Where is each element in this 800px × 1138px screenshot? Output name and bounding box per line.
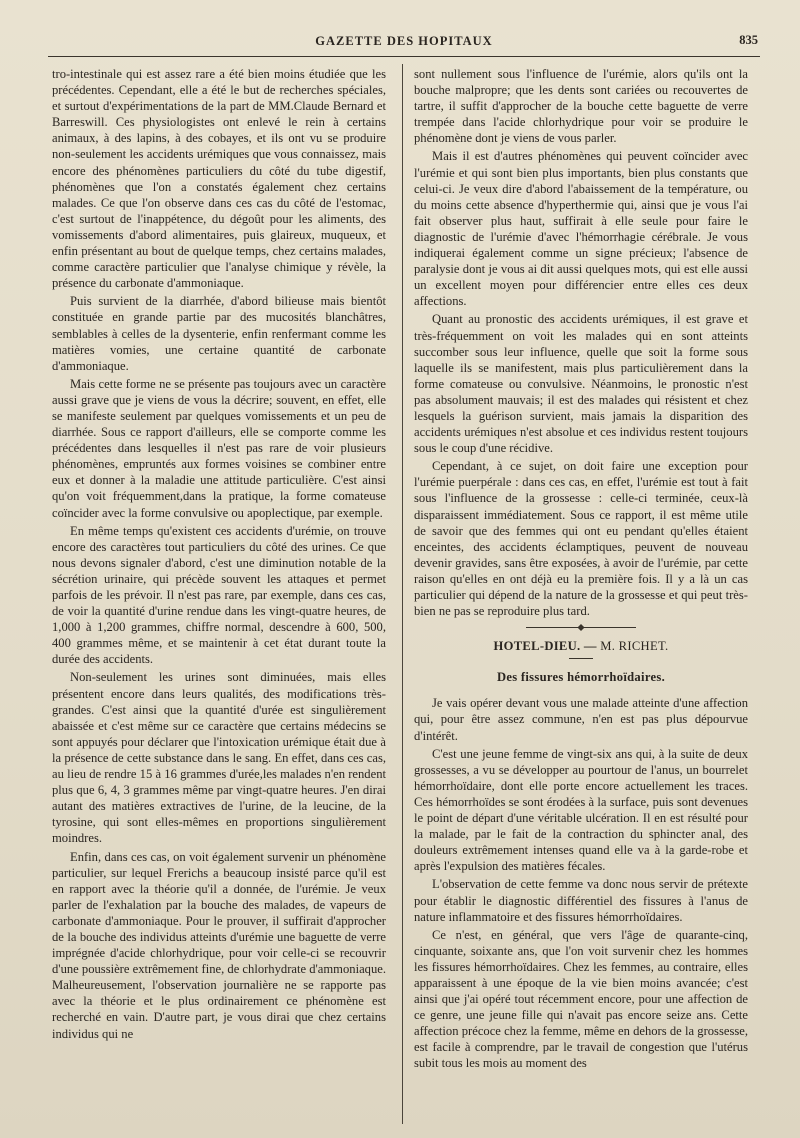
paragraph: sont nullement sous l'influence de l'urémie, alors qu'ils ont la bouche malpropre; que les dents sont cariées ou recouvertes de tartre, il suffit d'approcher de la bouche cette baguette de verre trempée dans l'acide chlorhydrique pour voir se produire le phénomène dont je viens de vous parler.	[414, 67, 748, 146]
paragraph: Puis survient de la diarrhée, d'abord bilieuse mais bientôt constituée en grande partie par des mucosités blanchâtres, semblables à celles de la dysenterie, enfin renfermant comme les matières vomies, une certaine quantité de carbonate d'ammoniaque.	[52, 294, 386, 373]
paragraph: Quant au pronostic des accidents urémiques, il est grave et très-fréquemment on voit les malades qui en sont atteints succomber sous leur influence, quelle que soit la forme sous laquelle ils se manifestent, mais plus particulièrement dans la forme comateuse ou convulsive. Néanmoins, le pronostic n'est pas absolument mauvais; il est des malades qui résistent et chez lesquels la guérison survient, mais jamais la disparition des accidents urémiques n'est absolue et ces individus restent toujours sous le coup d'une récidive.	[414, 312, 748, 456]
paragraph: L'observation de cette femme va donc nous servir de prétexte pour établir le diagnostic différentiel des fissures à l'anus de nature inflammatoire et des fissures hémorrhoïdaires.	[414, 877, 748, 924]
column-divider	[402, 64, 403, 1124]
paragraph: Cependant, à ce sujet, on doit faire une exception pour l'urémie puerpérale : dans ces cas, en effet, l'urémie est tout à fait sous l'influence de la grossesse : celle-ci terminée, ceux-là disparaissent immédiatement. Sous ce rapport, il est même utile de savoir que des femmes qui ont eu pendant qu'elles étaient enceintes, des accidents éclamptiques, peuvent de nouveau devenir gravides, sans être exposées, à avoir de l'urémie, par cette raison qu'elles en ont déjà eu la première fois. Il y a là un cas particulier qui dépend de la nature de la grossesse et qui peut très-bien ne pas se reproduire plus tard.	[414, 459, 748, 619]
running-title: GAZETTE DES HOPITAUX	[315, 34, 493, 48]
section-heading	[414, 638, 748, 654]
article-title: Des fissures hémorrhoïdaires.	[496, 670, 666, 685]
section-heading-hospital: HOTEL-DIEU. —	[493, 639, 597, 654]
paragraph: tro-intestinale qui est assez rare a été bien moins étudiée que les précédentes. Cependant, elle a été le but de recherches spéciales, et surtout d'expérimentations de la part de MM.Claude Bernard et Barreswill. Ces physiologistes ont enlevé le rein à certains animaux, à des lapins, à des cobayes, et ils ont vu se produire non-seulement les accidents urémiques que vous connaissez, mais encore des phénomènes particuliers du côté du tube digestif, phénomènes que l'on a constatés également chez certains malades. Ce que l'on observe dans ces cas du côté de l'estomac, c'est surtout de l'inappétence, du dégoût pour les aliments, des vomissements d'abord alimentaires, puis glaireux, muqueux, et enfin présentant au bout de quelque temps, chez certains malades, comme caractère particulier que l'analyse chimique y révèle, la présence du carbonate d'ammoniaque.	[52, 67, 386, 291]
right-column	[414, 66, 748, 1074]
section-separator	[526, 627, 636, 628]
page-header	[48, 30, 760, 57]
paragraph: Mais cette forme ne se présente pas toujours avec un caractère aussi grave que je viens de vous la décrire; souvent, en effet, elle se manifeste seulement par quelques vomissements et un peu de diarrhée. Sous ce rapport d'ailleurs, elle se comporte comme les précédentes dans lesquelles il n'est pas rare de voir plusieurs phénomènes, empruntés aux formes voisines se combiner entre eux et donner à la maladie une attitude particulière. C'est ainsi qu'on voit fréquemment,dans la pratique, la forme comateuse coïncider avec la forme convulsive ou apoplectique, par exemple.	[52, 376, 386, 520]
left-column	[52, 66, 386, 1044]
page-number: 835	[739, 33, 758, 47]
paragraph: Je vais opérer devant vous une malade atteinte d'une affection qui, pour être assez commune, n'en est pas plus dépourvue d'intérêt.	[414, 696, 748, 743]
paragraph: Non-seulement les urines sont diminuées, mais elles présentent encore dans leurs qualités, des modifications très-grandes. C'est ainsi que la quantité d'urée est singulièrement abaissée et c'est même sur ce caractère que certains médecins se sont appuyés pour déclarer que l'intoxication urémique était due à la présence de cette substance dans le sang. En effet, dans ces cas, au lieu de rendre 15 à 16 grammes d'urée,les malades n'en rendent plus que 6, 4, 3 grammes même par vingt-quatre heures. J'en dirai autant des matières extractives de l'urine, de la leucine, de la tyrosine, qui sont elles-mêmes en proportions singulièrement moindres.	[52, 670, 386, 846]
paragraph: C'est une jeune femme de vingt-six ans qui, à la suite de deux grossesses, a vu se développer au pourtour de l'anus, un bourrelet hémorrhoïdaire, dont elle porte encore actuellement les traces. Ces hémorrhoïdes se sont érodées à la surface, puis sont devenues le point de départ d'une véritable ulcération. Il en est résulté pour la malade, par le fait de la contraction du sphincter anal, des douleurs extrêmement intenses quand elle va à la garde-robe et après l'expulsion des matières fécales.	[414, 746, 748, 874]
short-rule	[569, 658, 593, 659]
paragraph: Mais il est d'autres phénomènes qui peuvent coïncider avec l'urémie et qui sont bien plus importants, bien plus constants que celui-ci. Je veux dire d'abord l'abaissement de la température, ou du moins cette absence d'hyperthermie qui, ainsi que je vous l'ai fait observer plus haut, suffirait à elle seule pour faire le diagnostic de l'urémie d'avec l'hémorrhagie cérébrale. Je vous indiquerai également comme un signe précieux; l'absence de paralysie dont je vous ai dit aussi quelques mots, qui est elle aussi un excellent moyen pour différencier entre elles ces deux affections.	[414, 149, 748, 309]
paragraph: Enfin, dans ces cas, on voit également survenir un phénomène particulier, sur lequel Frerichs a beaucoup insisté parce qu'il est en rapport avec la théorie qu'il a donnée, de l'urémie. Je veux parler de l'exhalation par la bouche des malades, de vapeurs de carbonate d'ammoniaque. Pour le prouver, il suffirait d'approcher de la bouche des individus atteints d'urémie une baguette de verre imprégnée d'acide chlorhydrique, pour voir celle-ci se recouvrir d'une poussière extrêmement fine, de chlorhydrate d'ammoniaque. Malheureusement, l'observation journalière ne se rapporte pas avec la théorie et le plus ordinairement ce phénomène est recherché en vain. D'autre part, je vous dirai que chez certains individus qui ne	[52, 849, 386, 1041]
paragraph: En même temps qu'existent ces accidents d'urémie, on trouve encore des caractères tout particuliers du côté des urines. Ce que nous devons signaler d'abord, c'est une diminution notable de la sécrétion urinaire, qui précède souvent les attaques et permet parfois de les prévoir. Il n'est pas rare, par exemple, dans ces cas, de voir la quantité d'urine rendue dans les vingt-quatre heures, de 1,000 à 1,200 grammes, chiffre normal, descendre à 600, 500, 400 grammes même, et se maintenir à cet état durant toute la durée des accidents.	[52, 523, 386, 667]
section-heading-author: M. RICHET.	[600, 639, 669, 654]
paragraph: Ce n'est, en général, que vers l'âge de quarante-cinq, cinquante, soixante ans, que l'on voit survenir chez les hommes les fissures hémorrhoïdaires. Chez les femmes, au contraire, elles apparaissent à une époque de la vie bien moins avancée; c'est ainsi que j'ai opéré tout récemment encore, pour une affection de ce genre, une jeune fille qui n'avait pas encore seize ans. Cette affection précoce chez la femme, même en dehors de la grossesse, est facile à comprendre, par le travail de congestion que l'utérus subit tous les mois au moment des	[414, 927, 748, 1071]
